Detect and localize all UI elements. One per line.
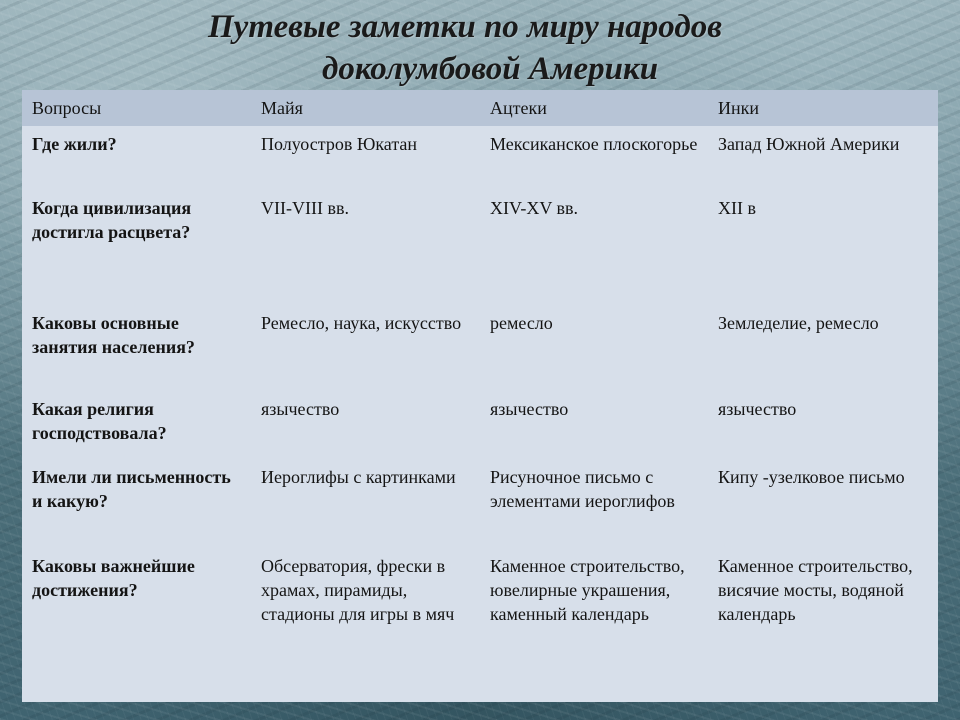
question-cell: Какая религия господствовала? — [32, 399, 167, 443]
maya-cell: Ремесло, наука, искусство — [261, 313, 462, 333]
page-title — [0, 6, 960, 90]
question-cell: Когда цивилизация достигла расцвета? — [32, 198, 192, 242]
table-row — [22, 190, 938, 305]
table-header-row — [22, 90, 938, 126]
title-line-1: Путевые заметки по миру народов — [208, 9, 722, 45]
incas-cell: XII в — [718, 198, 756, 218]
maya-cell: Обсерватория, фрески в храмах, пирамиды, стадионы для игры в мяч — [261, 556, 455, 624]
aztecs-cell: Рисуночное письмо с элементами иероглифов — [490, 467, 675, 511]
question-cell: Каковы важнейшие достижения? — [32, 556, 195, 600]
aztecs-cell: XIV-XV вв. — [490, 198, 579, 218]
table-row — [22, 391, 938, 459]
incas-cell: Запад Южной Америки — [718, 134, 900, 154]
incas-cell: Кипу -узелковое письмо — [718, 467, 905, 487]
table-row — [22, 459, 938, 548]
header-questions: Вопросы — [22, 90, 251, 126]
incas-cell: Земледелие, ремесло — [718, 313, 879, 333]
maya-cell: Иероглифы с картинками — [261, 467, 456, 487]
maya-cell: VII-VIII вв. — [261, 198, 349, 218]
question-cell: Каковы основные занятия населения? — [32, 313, 195, 357]
comparison-table — [22, 90, 938, 704]
question-cell: Имели ли письменность и какую? — [32, 467, 231, 511]
header-maya: Майя — [251, 90, 480, 126]
aztecs-cell: Мексиканское плоскогорье — [490, 134, 698, 154]
incas-cell: Каменное строительство, висячие мосты, водяной календарь — [718, 556, 913, 624]
question-cell: Где жили? — [32, 134, 117, 154]
aztecs-cell: Каменное строительство, ювелирные украшения, каменный календарь — [490, 556, 685, 624]
table-row — [22, 548, 938, 704]
comparison-table-container — [22, 90, 938, 702]
table-row — [22, 305, 938, 391]
header-incas: Инки — [708, 90, 938, 126]
aztecs-cell: язычество — [490, 399, 569, 419]
table-row — [22, 126, 938, 190]
maya-cell: язычество — [261, 399, 340, 419]
incas-cell: язычество — [718, 399, 797, 419]
title-line-2: доколумбовой Америки — [321, 51, 659, 87]
header-aztecs: Ацтеки — [480, 90, 708, 126]
maya-cell: Полуостров Юкатан — [261, 134, 418, 154]
aztecs-cell: ремесло — [490, 313, 553, 333]
